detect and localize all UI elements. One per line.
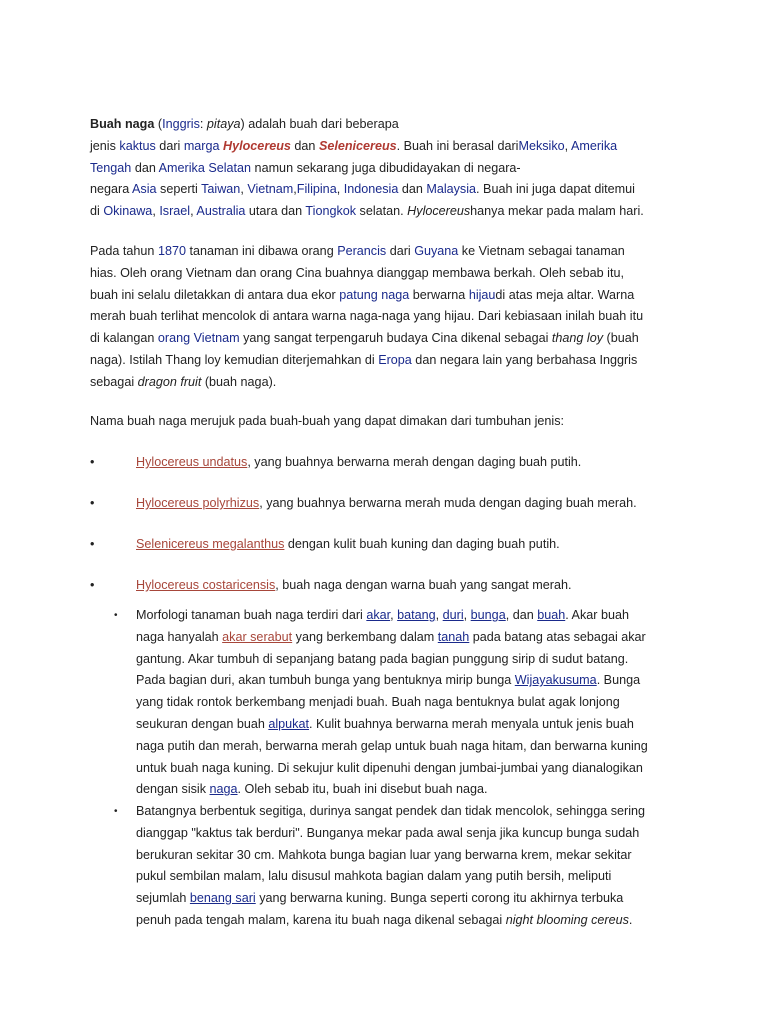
line: [136, 627, 674, 649]
link-1870[interactable]: 1870: [157, 244, 186, 258]
link-hijau[interactable]: hijau: [468, 287, 496, 302]
text: (: [154, 117, 163, 131]
text: hanya mekar pada malam hari.: [470, 204, 644, 219]
list-item: [90, 493, 690, 515]
link-asia[interactable]: Asia: [132, 182, 157, 197]
text: ,: [435, 608, 443, 622]
text: jenis: [90, 138, 120, 153]
text: , yang buahnya berwarna merah muda dengan daging buah merah.: [259, 496, 637, 510]
text: ,: [336, 182, 344, 197]
text: , dan: [505, 608, 538, 622]
text: Pada bagian duri, akan tumbuh bunga yang bentuknya mirip bunga: [136, 673, 515, 688]
link-marga[interactable]: marga: [183, 138, 220, 153]
history-line-6: [90, 350, 690, 372]
history-line-7: [90, 372, 690, 394]
bullet-dot: •: [114, 610, 118, 621]
list-item: [90, 575, 690, 597]
history-line-4: merah buah terlihat mencolok di antara warna naga-naga yang hijau. Dari kebiasaan inilah buah itu: [90, 309, 644, 324]
link-orang-vietnam[interactable]: orang Vietnam: [157, 331, 240, 346]
text: seperti: [156, 182, 202, 197]
line: untuk buah naga kuning. Di sekujur kulit dipenuhi dengan jumbai-jumbai yang dianalogikan: [136, 760, 643, 775]
text: ,: [240, 182, 248, 197]
link-hylocereus-undatus[interactable]: Hylocereus undatus: [136, 455, 248, 469]
text: ke Vietnam sebagai tanaman: [458, 244, 625, 258]
text: yang sangat terpengaruh budaya Cina dikenal sebagai: [239, 331, 552, 346]
text: sebagai: [90, 374, 138, 389]
text: . Buah ini juga dapat ditemui: [476, 182, 635, 197]
text: , buah naga dengan warna buah yang sangat merah.: [275, 578, 572, 592]
link-perancis[interactable]: Perancis: [337, 244, 387, 258]
text: sejumlah: [136, 891, 190, 906]
link-selenicereus[interactable]: Selenicereus: [318, 138, 397, 153]
bullet-dot: •: [90, 455, 95, 469]
link-hylocereus[interactable]: Hylocereus: [223, 138, 291, 153]
bullet-dot: •: [114, 806, 118, 817]
text-dragon-fruit: dragon fruit: [137, 374, 202, 389]
link-vietnam[interactable]: Vietnam: [247, 182, 294, 197]
line: Batangnya berbentuk segitiga, durinya sangat pendek dan tidak mencolok, sehingga sering: [136, 804, 645, 818]
link-eropa[interactable]: Eropa: [378, 352, 412, 367]
text: dari: [386, 244, 415, 258]
link-benang-sari[interactable]: benang sari: [189, 891, 256, 906]
link-hylocereus-polyrhizus[interactable]: Hylocereus polyrhizus: [136, 496, 260, 510]
text: dengan kulit buah kuning dan daging buah putih.: [284, 537, 560, 551]
link-tanah[interactable]: tanah: [437, 629, 470, 644]
text: dan: [290, 138, 319, 153]
text: berwarna: [409, 287, 469, 302]
text: seukuran dengan buah: [136, 716, 269, 731]
text: (buah: [603, 331, 639, 346]
text: :: [199, 117, 207, 131]
link-filipina[interactable]: Filipina: [296, 182, 337, 197]
text: penuh pada tengah malam, karena itu buah naga dikenal sebagai: [136, 912, 506, 927]
text: . Akar buah: [565, 608, 629, 622]
line: [136, 779, 674, 801]
line: [136, 605, 674, 627]
text: Pada tahun: [90, 244, 158, 258]
text: di atas meja altar. Warna: [495, 287, 635, 302]
text: .: [628, 912, 633, 927]
link-batang[interactable]: batang: [397, 608, 436, 622]
line: pukul sembilan malam, lalu disusul mahkota bagian dalam yang putih bersih, meliputi: [136, 869, 612, 884]
list-item: [90, 534, 690, 556]
history-line-1: [90, 241, 690, 263]
text: ,: [293, 182, 297, 197]
line: dianggap "kaktus tak berduri". Bunganya mekar pada awal senja jika kuncup bunga sudah: [136, 825, 640, 840]
line: [136, 910, 674, 932]
morphology-text: [136, 605, 674, 801]
text: naga hanyalah: [136, 629, 223, 644]
link-akar[interactable]: akar: [366, 608, 391, 622]
link-wijayakusuma[interactable]: Wijayakusuma: [514, 673, 597, 688]
text: selatan.: [356, 204, 408, 219]
link-israel[interactable]: Israel: [159, 204, 191, 219]
text: (buah naga).: [201, 374, 277, 389]
history-line-3: [90, 285, 690, 307]
text: namun sekarang juga dibudidayakan di negara-: [251, 160, 521, 175]
text: negara: [90, 182, 133, 197]
intro-line-4: [90, 179, 690, 201]
link-taiwan[interactable]: Taiwan: [201, 182, 241, 197]
link-buah[interactable]: buah: [537, 608, 566, 622]
link-guyana[interactable]: Guyana: [414, 244, 459, 258]
bullet-dot: •: [90, 537, 95, 551]
term-buah-naga: Buah naga: [90, 117, 155, 131]
history-paragraph: [90, 241, 690, 394]
intro-line-3: [90, 158, 690, 180]
bullet-text: [136, 493, 637, 515]
text: dengan sisik: [136, 782, 210, 797]
text: tanaman ini dibawa orang: [185, 244, 338, 258]
text: dari: [155, 138, 184, 153]
text-hylocereus-italic: Hylocereus: [407, 204, 471, 219]
text: dan: [131, 160, 159, 175]
history-line-5: [90, 328, 690, 350]
bullet-dot: •: [90, 578, 95, 592]
intro-line-2: [90, 136, 690, 158]
link-bunga[interactable]: bunga: [470, 608, 506, 622]
link-amerika-tengah-2[interactable]: Tengah: [90, 160, 132, 175]
link-australia[interactable]: Australia: [196, 204, 246, 219]
link-amerika-tengah-1[interactable]: Amerika: [570, 138, 618, 153]
text: . Bunga: [596, 673, 641, 688]
text: ,: [152, 204, 160, 219]
text: yang berwarna kuning. Bunga seperti corong itu akhirnya terbuka: [255, 891, 624, 906]
text: dan negara lain yang berbahasa Inggris: [411, 352, 638, 367]
link-duri[interactable]: duri: [442, 608, 464, 622]
link-patung-naga[interactable]: patung naga: [339, 287, 410, 302]
text: di: [90, 204, 104, 219]
text: di kalangan: [90, 331, 158, 346]
text: ,: [564, 138, 571, 153]
bullet-text: [136, 534, 560, 556]
text: Morfologi tanaman buah naga terdiri dari: [136, 608, 367, 622]
line: naga putih dan merah, berwarna merah gelap untuk buah naga hitam, dan berwarna kuning: [136, 738, 648, 753]
stem-text: [136, 801, 674, 932]
link-tiongkok[interactable]: Tiongkok: [305, 204, 357, 219]
text: pada batang atas sebagai akar: [469, 629, 646, 644]
line: yang tidak rontok berkembang menjadi buah. Buah naga bentuknya bulat agak lonjong: [136, 695, 620, 710]
link-amerika-selatan[interactable]: Amerika Selatan: [158, 160, 252, 175]
species-intro: Nama buah naga merujuk pada buah-buah yang dapat dimakan dari tumbuhan jenis:: [90, 414, 564, 428]
bullet-dot: •: [90, 496, 95, 510]
line: [136, 670, 674, 692]
line: berukuran sekitar 30 cm. Mahkota bunga bagian luar yang berwarna krem, mekar sekitar: [136, 847, 632, 862]
text: dan: [398, 182, 427, 197]
text: . Buah ini berasal dari: [396, 138, 519, 153]
text-night-blooming-cereus: night blooming cereus: [505, 912, 629, 927]
intro-paragraph: [90, 114, 690, 223]
text: , yang buahnya berwarna merah dengan daging buah putih.: [247, 455, 582, 469]
text: ,: [463, 608, 471, 622]
intro-line-1: [90, 114, 690, 136]
text: . Oleh sebab itu, buah ini disebut buah naga.: [237, 782, 488, 797]
line: gantung. Akar tumbuh di sepanjang batang pada bagian punggung sirip di sudut batang.: [136, 651, 629, 666]
text: ) adalah buah dari beberapa: [240, 117, 399, 131]
link-naga[interactable]: naga: [209, 782, 238, 797]
link-okinawa[interactable]: Okinawa: [103, 204, 153, 219]
text-pitaya: pitaya: [206, 117, 241, 131]
link-malaysia[interactable]: Malaysia: [426, 182, 477, 197]
link-inggris[interactable]: Inggris: [162, 117, 200, 131]
link-meksiko[interactable]: Meksiko: [518, 138, 565, 153]
line: [136, 888, 674, 910]
text: buah ini selalu diletakkan di antara dua ekor: [90, 287, 340, 302]
bullet-text: [136, 452, 581, 474]
list-item: [90, 452, 690, 474]
text-thang-loy: thang loy: [551, 331, 604, 346]
link-selenicereus-megalanthus[interactable]: Selenicereus megalanthus: [136, 537, 285, 551]
text: . Kulit buahnya berwarna merah menyala untuk jenis buah: [308, 716, 634, 731]
text: utara dan: [245, 204, 306, 219]
intro-line-5: [90, 201, 690, 223]
text: yang berkembang dalam: [292, 629, 438, 644]
line: [136, 714, 674, 736]
link-hylocereus-costaricensis[interactable]: Hylocereus costaricensis: [136, 578, 276, 592]
text: naga). Istilah Thang loy kemudian diterjemahkan di: [90, 352, 379, 367]
history-line-2: hias. Oleh orang Vietnam dan orang Cina buahnya dianggap membawa berkah. Oleh sebab itu,: [90, 265, 624, 280]
link-alpukat[interactable]: alpukat: [268, 716, 309, 731]
text: ,: [390, 608, 398, 622]
link-kaktus[interactable]: kaktus: [119, 138, 156, 153]
link-indonesia[interactable]: Indonesia: [343, 182, 399, 197]
bullet-text: [136, 575, 571, 597]
text: ,: [190, 204, 197, 219]
link-akar-serabut[interactable]: akar serabut: [222, 629, 293, 644]
